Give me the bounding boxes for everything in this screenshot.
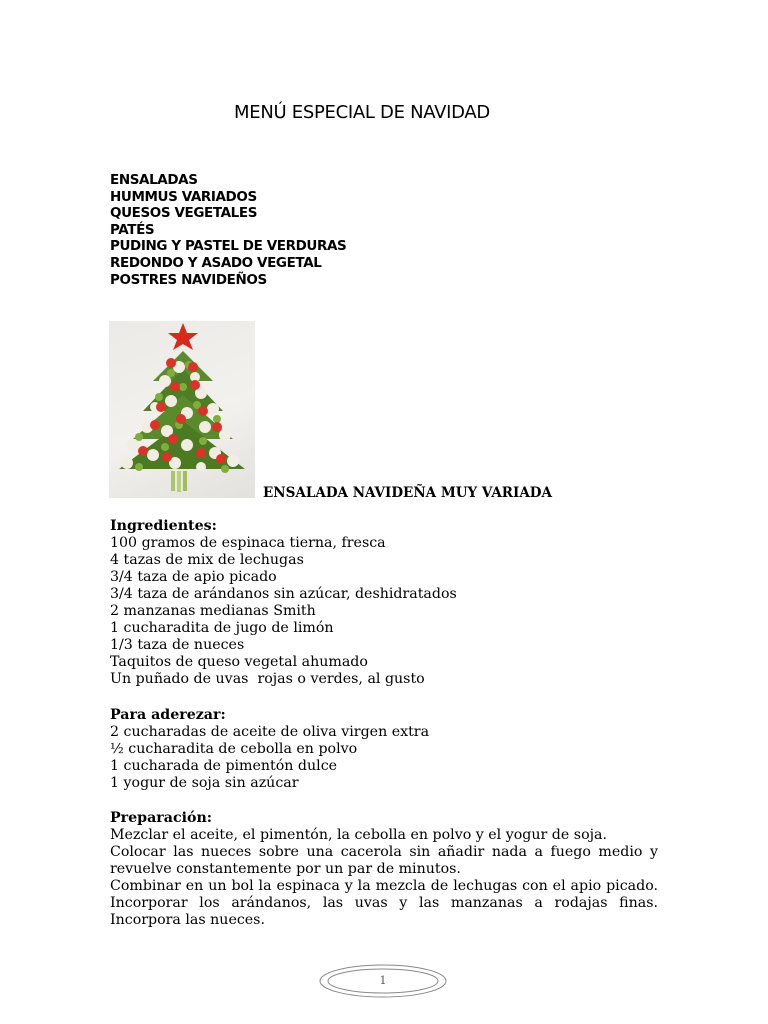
recipe-title: ENSALADA NAVIDEÑA MUY VARIADA — [263, 485, 552, 501]
ingredient-item: 1/3 taza de nueces — [110, 637, 245, 653]
menu-item: POSTRES NAVIDEÑOS — [110, 271, 267, 288]
dressing-heading: Para aderezar: — [110, 707, 226, 723]
ingredients-heading: Ingredientes: — [110, 518, 217, 534]
menu-item: QUESOS VEGETALES — [110, 205, 258, 222]
dressing-item: 1 yogur de soja sin azúcar — [110, 775, 299, 791]
menu-list — [110, 172, 346, 288]
ingredient-item: 100 gramos de espinaca tierna, fresca — [110, 535, 386, 551]
ingredient-item: Un puñado de uvas rojas o verdes, al gusto — [110, 671, 425, 687]
ingredient-item: 2 manzanas medianas Smith — [110, 603, 316, 619]
dressing-item: 2 cucharadas de aceite de oliva virgen extra — [110, 724, 430, 740]
page-number: 1 — [379, 974, 387, 987]
preparation-step: Mezclar el aceite, el pimentón, la cebolla en polvo y el yogur de soja. — [110, 827, 607, 843]
preparation-section — [110, 810, 658, 929]
page-number-badge — [318, 963, 448, 999]
menu-item: REDONDO Y ASADO VEGETAL — [110, 254, 322, 271]
menu-item: ENSALADAS — [110, 172, 198, 188]
preparation-step: Combinar en un bol la espinaca y la mezcla de lechugas con el apio picado. Incorporar los arándanos, las uvas y las manzanas a rodajas finas. Incorpora las nueces. — [110, 878, 658, 928]
ingredient-item: 4 tazas de mix de lechugas — [110, 552, 304, 568]
ingredient-item: 3/4 taza de arándanos sin azúcar, deshidratados — [110, 586, 457, 602]
menu-item: PATÉS — [110, 221, 155, 238]
ingredient-item: 1 cucharadita de jugo de limón — [110, 620, 334, 636]
preparation-step: Colocar las nueces sobre una cacerola sin añadir nada a fuego medio y revuelve constantemente por un par de minutos. — [110, 844, 658, 877]
preparation-heading: Preparación: — [110, 810, 212, 826]
dressing-section — [110, 707, 658, 792]
page-title: MENÚ ESPECIAL DE NAVIDAD — [234, 102, 490, 123]
ingredient-item: 3/4 taza de apio picado — [110, 569, 277, 585]
dressing-item: ½ cucharadita de cebolla en polvo — [110, 741, 358, 757]
menu-item: PUDING Y PASTEL DE VERDURAS — [110, 238, 347, 255]
ingredients-section — [110, 518, 658, 688]
dressing-item: 1 cucharada de pimentón dulce — [110, 758, 338, 774]
menu-item: HUMMUS VARIADOS — [110, 188, 257, 205]
ingredient-item: Taquitos de queso vegetal ahumado — [110, 654, 368, 670]
christmas-tree-salad-photo — [109, 321, 255, 498]
